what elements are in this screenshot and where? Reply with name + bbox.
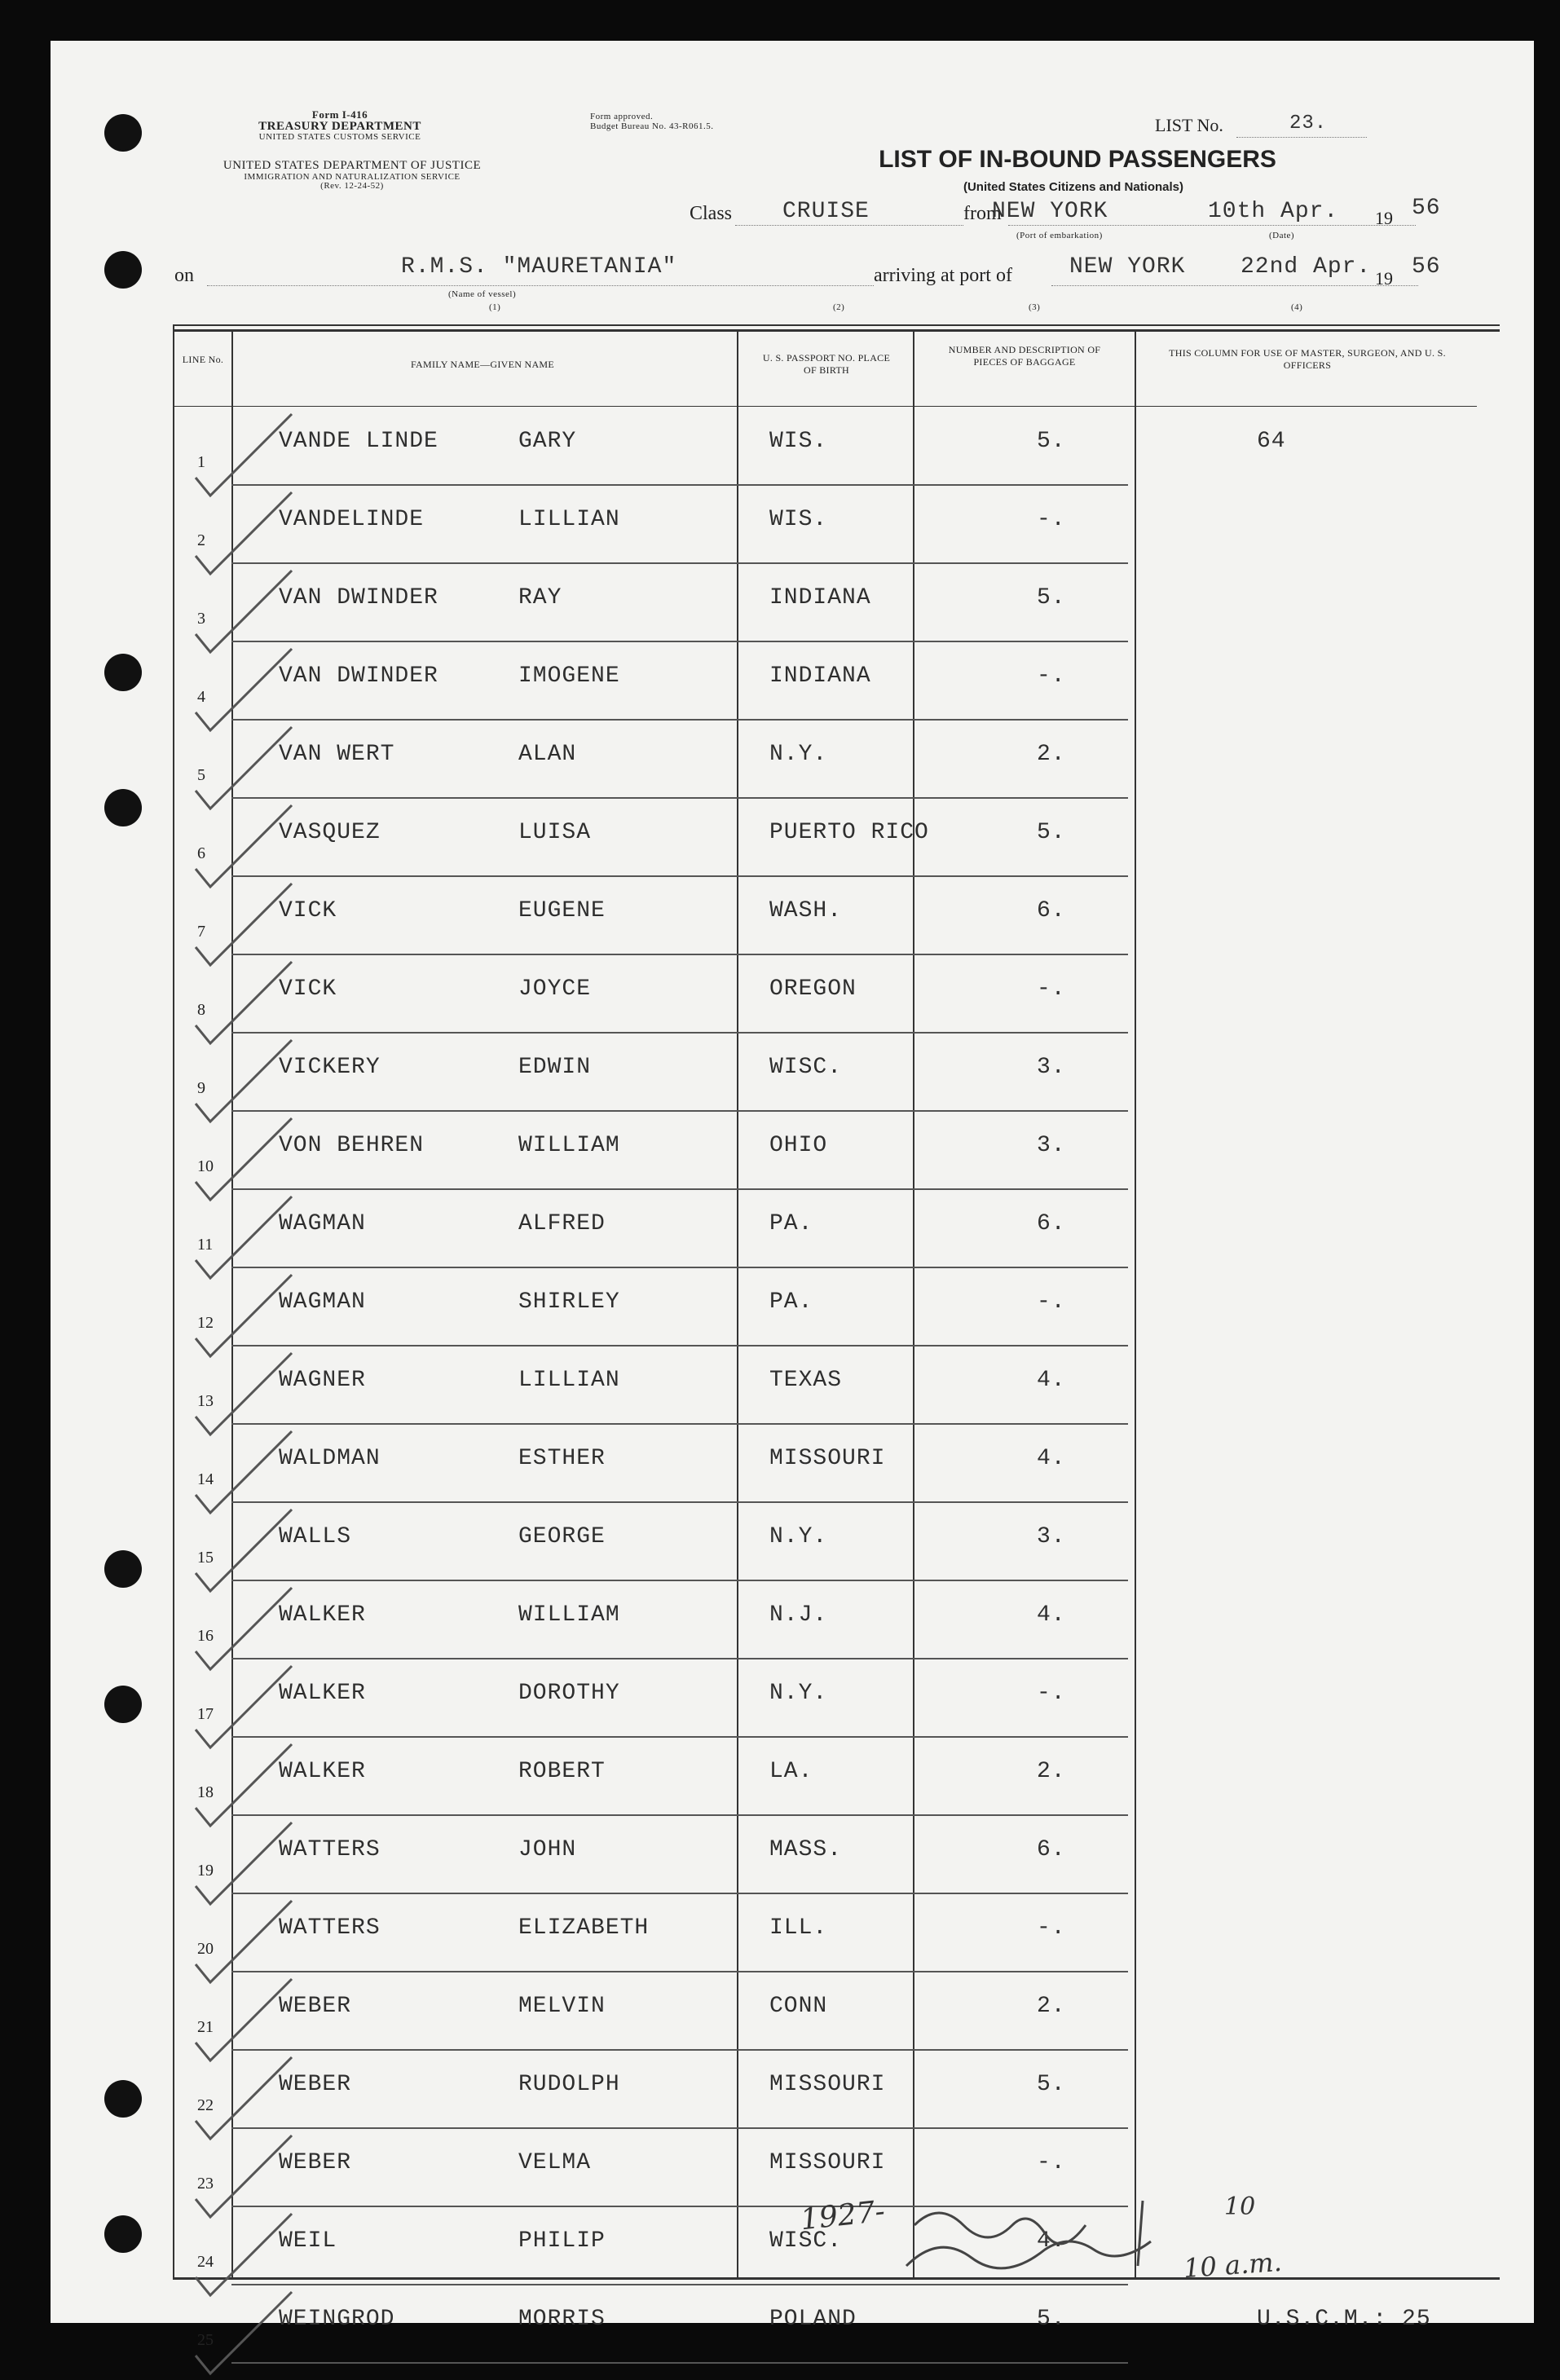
budget-label: Budget Bureau No. 43-R061.5. [590,121,714,131]
column-number-2: (2) [833,302,845,312]
given-name: ROBERT [518,1759,606,1784]
table-row [51,955,1534,1034]
family-name: WAGMAN [279,1211,366,1236]
form-subtitle: (United States Citizens and Nationals) [963,180,1184,194]
baggage-count: 4. [1037,1602,1066,1628]
given-name: RUDOLPH [518,2072,620,2097]
place-of-birth: ILL. [769,1915,828,1941]
family-name: WEBER [279,2072,352,2097]
baggage-count: 5. [1037,2307,1066,2332]
treasury-label: TREASURY DEPARTMENT [258,119,421,133]
place-of-birth: LA. [769,1759,813,1784]
given-name: IMOGENE [518,663,620,689]
table-top-rule-2 [173,329,1500,332]
table-row [51,2129,1534,2207]
given-name: LILLIAN [518,507,620,532]
col-header-baggage: NUMBER AND DESCRIPTION OF PIECES OF BAGGAGE [948,344,1101,368]
from-year-value: 56 [1412,196,1441,221]
given-name: ALAN [518,742,577,767]
revision-label: (Rev. 12-24-52) [320,181,384,192]
family-name: VON BEHREN [279,1133,425,1158]
baggage-count: 2. [1037,742,1066,767]
line-number: 22 [197,2096,214,2114]
place-of-birth: OHIO [769,1133,828,1158]
table-row [51,1738,1534,1816]
place-of-birth: N.Y. [769,742,828,767]
table-row [51,564,1534,642]
baggage-count: -. [1037,1681,1066,1706]
header-bottom-rule [173,406,1477,407]
table-row [51,1112,1534,1190]
given-name: JOYCE [518,976,592,1002]
table-row [51,486,1534,564]
family-name: WALDMAN [279,1446,381,1471]
given-name: ESTHER [518,1446,606,1471]
from-date-value: 10th Apr. [1208,199,1339,224]
family-name: VICK [279,976,337,1002]
place-of-birth: N.Y. [769,1681,828,1706]
family-name: VAN DWINDER [279,663,438,689]
col-header-officers: THIS COLUMN FOR USE OF MASTER, SURGEON, AND U. S. OFFICERS [1169,347,1446,371]
arrival-year-value: 56 [1412,254,1441,280]
given-name: PHILIP [518,2228,606,2254]
place-of-birth: POLAND [769,2307,857,2332]
place-of-birth: MISSOURI [769,1446,886,1471]
family-name: VASQUEZ [279,820,381,845]
line-number: 3 [197,610,205,628]
family-name: VAN WERT [279,742,395,767]
vessel-label: (Name of vessel) [448,289,517,299]
arrival-port-value: NEW YORK [1069,254,1186,280]
arrival-year-prefix: 19 [1375,268,1393,289]
officer-note: 64 [1257,429,1286,454]
line-number: 18 [197,1783,214,1801]
given-name: WILLIAM [518,1602,620,1628]
line-number: 14 [197,1470,214,1488]
line-number: 21 [197,2018,214,2036]
place-of-birth: PA. [769,1289,813,1315]
justice-label: UNITED STATES DEPARTMENT OF JUSTICE [223,159,482,172]
column-number-3: (3) [1029,302,1041,312]
list-number-value: 23. [1289,112,1328,134]
family-name: WALLS [279,1524,352,1549]
line-number: 5 [197,766,205,784]
immigration-label: IMMIGRATION AND NATURALIZATION SERVICE [244,171,461,182]
given-name: ALFRED [518,1211,606,1236]
from-label: from [963,203,1002,224]
table-row [51,1425,1534,1503]
col-header-name: FAMILY NAME—GIVEN NAME [410,359,555,370]
family-name: VANDELINDE [279,507,425,532]
handwritten-annotation-3: 10 a.m. [1182,2246,1283,2285]
baggage-count: -. [1037,976,1066,1002]
place-of-birth: MISSOURI [769,2072,886,2097]
family-name: WATTERS [279,1915,381,1941]
place-of-birth: WISC. [769,2228,843,2254]
family-name: WEIL [279,2228,337,2254]
family-name: WAGNER [279,1368,366,1393]
place-of-birth: TEXAS [769,1368,843,1393]
family-name: WATTERS [279,1837,381,1862]
place-of-birth: INDIANA [769,585,871,610]
place-of-birth: WIS. [769,507,828,532]
baggage-count: 4. [1037,2228,1066,2254]
baggage-count: 5. [1037,429,1066,454]
family-name: WALKER [279,1602,366,1628]
place-of-birth: PA. [769,1211,813,1236]
vessel-underline [207,285,874,286]
place-of-birth: N.Y. [769,1524,828,1549]
from-port-value: NEW YORK [992,199,1108,224]
line-number: 19 [197,1862,214,1880]
handwritten-annotation-2: 10 [1224,2193,1256,2221]
customs-label: UNITED STATES CUSTOMS SERVICE [258,132,421,143]
family-name: VANDE LINDE [279,429,438,454]
form-number: Form I-416 [311,108,368,121]
form-approval [590,112,713,131]
table-row [51,1894,1534,1972]
line-number: 6 [197,844,205,862]
form-page [51,41,1534,2349]
baggage-count: 2. [1037,1759,1066,1784]
place-of-birth: WIS. [769,429,828,454]
table-row [51,1816,1534,1894]
baggage-count: 5. [1037,820,1066,845]
port-embarkation-label: (Port of embarkation) [1016,231,1103,240]
given-name: DOROTHY [518,1681,620,1706]
class-value: CRUISE [782,199,870,224]
given-name: GARY [518,429,577,454]
given-name: GEORGE [518,1524,606,1549]
table-row [51,1034,1534,1112]
family-name: WEINGROD [279,2307,395,2332]
baggage-count: 4. [1037,1368,1066,1393]
line-number: 13 [197,1392,214,1410]
baggage-count: 3. [1037,1133,1066,1158]
baggage-count: 5. [1037,585,1066,610]
form-title: LIST OF IN-BOUND PASSENGERS [879,146,1276,173]
table-row [51,799,1534,877]
baggage-count: -. [1037,2150,1066,2175]
line-number: 7 [197,923,205,941]
family-name: WEBER [279,2150,352,2175]
form-header-justice [165,160,540,192]
baggage-count: 6. [1037,1211,1066,1236]
given-name: SHIRLEY [518,1289,620,1315]
list-number-underline [1236,137,1367,138]
line-number: 16 [197,1627,214,1645]
given-name: ELIZABETH [518,1915,650,1941]
row-divider [231,2362,1128,2364]
place-of-birth: INDIANA [769,663,871,689]
table-row [51,1659,1534,1738]
place-of-birth: N.J. [769,1602,828,1628]
vessel-value: R.M.S. "MAURETANIA" [401,254,677,280]
line-number: 12 [197,1314,214,1332]
table-row [51,2051,1534,2129]
baggage-count: 4. [1037,1446,1066,1471]
table-row [51,1503,1534,1581]
col-header-line-no: LINE No. [182,354,224,365]
line-number: 15 [197,1549,214,1567]
line-number: 2 [197,531,205,549]
place-of-birth: PUERTO RICO [769,820,929,845]
handwritten-annotation-1: 1927- [799,2194,887,2237]
line-number: 24 [197,2253,214,2271]
family-name: WAGMAN [279,1289,366,1315]
baggage-count: -. [1037,663,1066,689]
arrival-underline [1051,285,1418,286]
baggage-count: -. [1037,1915,1066,1941]
table-row [51,1972,1534,2051]
from-year-prefix: 19 [1375,208,1393,228]
baggage-count: 6. [1037,898,1066,923]
line-number: 4 [197,688,205,706]
family-name: WALKER [279,1681,366,1706]
class-underline [735,225,963,226]
given-name: MELVIN [518,1994,606,2019]
baggage-count: 5. [1037,2072,1066,2097]
table-row [51,2285,1534,2364]
place-of-birth: MISSOURI [769,2150,886,2175]
table-top-rule-1 [173,324,1500,326]
line-number: 25 [197,2331,214,2349]
given-name: WILLIAM [518,1133,620,1158]
table-row [51,1346,1534,1425]
arriving-label: arriving at port of [874,265,1012,286]
given-name: EUGENE [518,898,606,923]
given-name: JOHN [518,1837,577,1862]
given-name: MORRIS [518,2307,606,2332]
line-number: 1 [197,453,205,471]
baggage-count: -. [1037,507,1066,532]
officer-note: U.S.C.M.: 25 [1257,2307,1431,2332]
line-number: 10 [197,1157,214,1175]
table-row [51,1190,1534,1268]
checkmark-icon [189,2290,303,2380]
baggage-count: 2. [1037,1994,1066,2019]
column-number-1: (1) [489,302,501,312]
form-header-left [205,109,474,143]
line-number: 20 [197,1940,214,1958]
baggage-count: 6. [1037,1837,1066,1862]
table-row [51,1268,1534,1346]
baggage-count: 3. [1037,1055,1066,1080]
col-header-passport: U. S. PASSPORT NO. PLACE OF BIRTH [762,352,891,376]
column-number-4: (4) [1291,302,1303,312]
table-row [51,1581,1534,1659]
line-number: 9 [197,1079,205,1097]
table-row [51,721,1534,799]
on-label: on [174,265,194,286]
binder-hole-1 [104,114,142,152]
list-number-label: LIST No. [1155,115,1223,135]
handwritten-scribble [898,2193,1241,2282]
given-name: VELMA [518,2150,592,2175]
from-underline [1008,225,1416,226]
given-name: RAY [518,585,562,610]
given-name: LILLIAN [518,1368,620,1393]
given-name: EDWIN [518,1055,592,1080]
family-name: VAN DWINDER [279,585,438,610]
family-name: VICK [279,898,337,923]
table-row [51,642,1534,721]
place-of-birth: WASH. [769,898,843,923]
table-row [51,877,1534,955]
family-name: WEBER [279,1994,352,2019]
arrival-date-value: 22nd Apr. [1241,254,1372,280]
place-of-birth: MASS. [769,1837,843,1862]
place-of-birth: CONN [769,1994,828,2019]
class-label: Class [690,203,733,224]
line-number: 8 [197,1001,205,1019]
line-number: 17 [197,1705,214,1723]
place-of-birth: WISC. [769,1055,843,1080]
baggage-count: -. [1037,1289,1066,1315]
baggage-count: 3. [1037,1524,1066,1549]
table-row [51,408,1534,486]
family-name: WALKER [279,1759,366,1784]
date-label: (Date) [1269,231,1295,240]
approved-label: Form approved. [590,112,654,121]
table-row [51,2207,1534,2285]
family-name: VICKERY [279,1055,381,1080]
given-name: LUISA [518,820,592,845]
binder-hole-2 [104,251,142,289]
place-of-birth: OREGON [769,976,857,1002]
line-number: 23 [197,2175,214,2193]
line-number: 11 [197,1236,214,1254]
